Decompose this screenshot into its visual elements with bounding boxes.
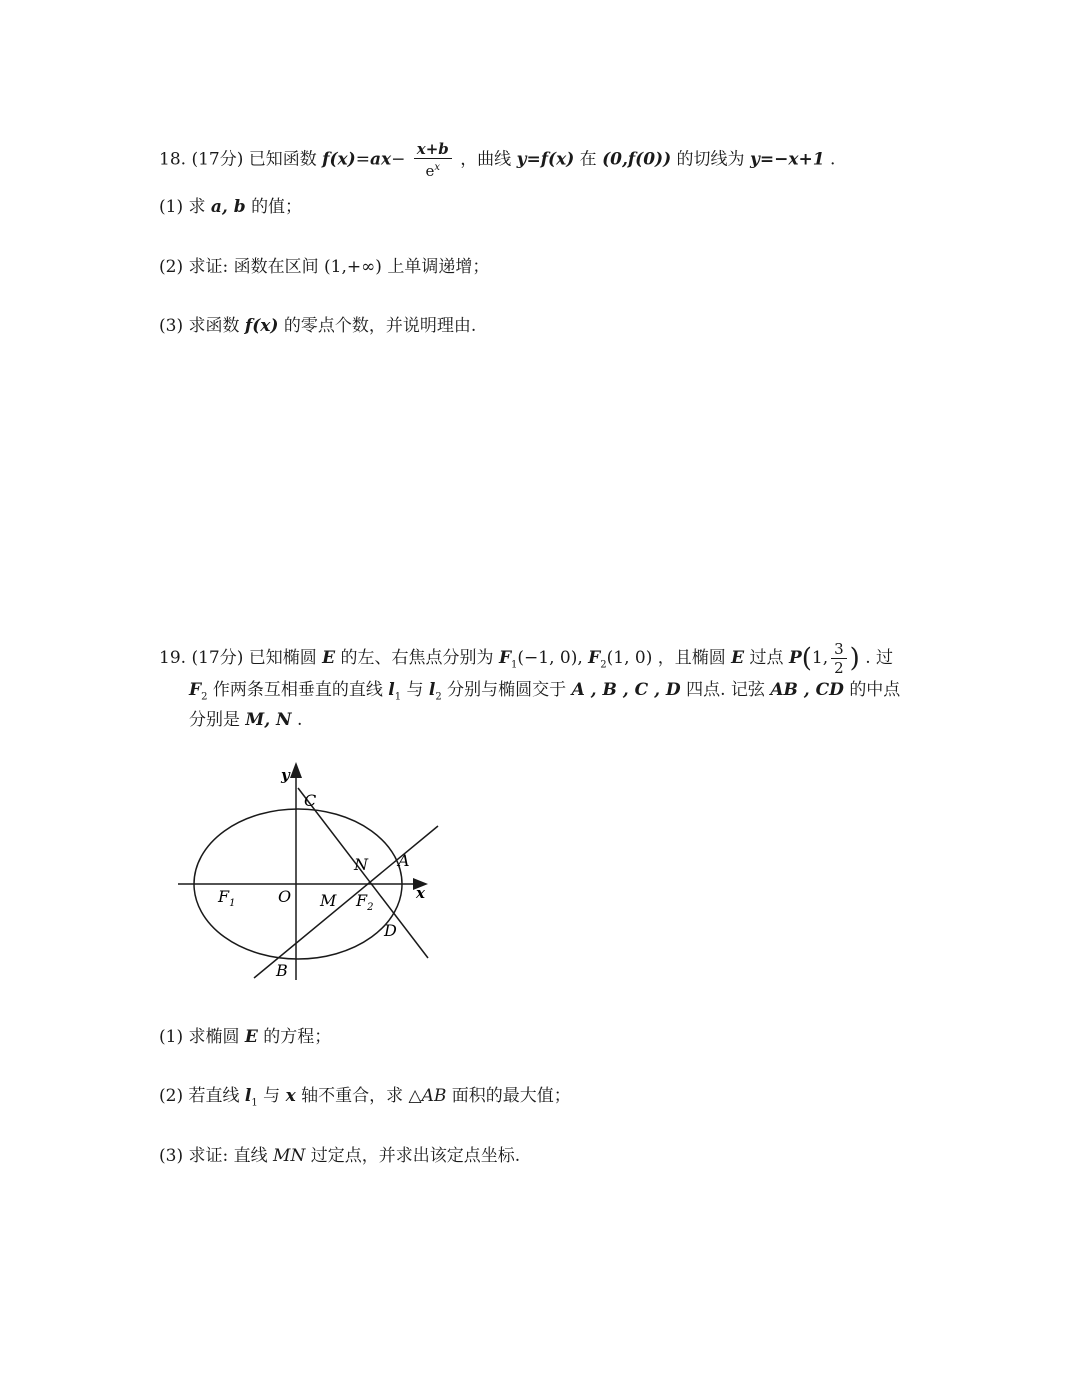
q19-line3-end: . bbox=[297, 710, 303, 730]
q18-minus: − bbox=[391, 149, 406, 170]
q18-frac-num: x+b bbox=[414, 140, 452, 159]
q19-text-1: 已知椭圆 bbox=[248, 648, 317, 668]
q19-text-5: . 过 bbox=[865, 648, 894, 668]
q18-part2 bbox=[159, 255, 489, 279]
q19-score: (17分) bbox=[191, 648, 244, 668]
q19-figure bbox=[170, 758, 470, 998]
q19-number: 19. bbox=[159, 648, 187, 668]
q19-E: E bbox=[322, 648, 336, 668]
label-F2 bbox=[355, 891, 373, 913]
q18-point: (0,f(0)) bbox=[602, 149, 672, 170]
q19-F1-sub: 1 bbox=[511, 659, 518, 671]
q19-line2-text-3: 四点. 记弦 bbox=[686, 680, 765, 700]
q19-p2-text-a: 若直线 bbox=[188, 1086, 240, 1106]
q19-line2-text-2: 分别与椭圆交于 bbox=[447, 680, 567, 700]
q19-l1: l bbox=[388, 680, 395, 700]
q18-frac-den-exp: x bbox=[434, 162, 441, 173]
y-axis-arrow bbox=[290, 762, 302, 778]
q19-E2: E bbox=[731, 648, 745, 668]
q19-p2-text-d: 面积的最大值； bbox=[451, 1086, 571, 1106]
q18-p1-text-b: 的值； bbox=[251, 197, 303, 217]
q19-lparen: ( bbox=[801, 643, 812, 674]
q19-P-frac bbox=[831, 640, 847, 677]
q19-p2-text-c: 轴不重合，求 bbox=[301, 1086, 404, 1106]
q19-P-den: 2 bbox=[834, 659, 844, 677]
q18-tangent: y=−x+1 bbox=[749, 149, 825, 170]
q18-p1-label: (1) bbox=[159, 197, 184, 217]
q19-mn: M, N bbox=[245, 710, 292, 730]
label-F2-main: F bbox=[356, 891, 368, 910]
q19-stem-line3 bbox=[189, 708, 302, 732]
q19-line2-text-1: 作两条互相垂直的直线 bbox=[212, 680, 383, 700]
q18-number: 18. bbox=[159, 149, 187, 170]
q18-end: . bbox=[829, 149, 836, 170]
q19-comma: , bbox=[577, 648, 583, 668]
q19-line2-F: F bbox=[189, 680, 202, 700]
q19-p2-l: l bbox=[244, 1086, 252, 1106]
q19-F2: F bbox=[588, 648, 601, 668]
q19-p2-tri: △AB bbox=[408, 1086, 447, 1106]
q19-text-2: 的左、右焦点分别为 bbox=[340, 648, 494, 668]
q19-stem-line1 bbox=[159, 640, 893, 677]
q19-line2-text-4: 的中点 bbox=[849, 680, 901, 700]
q19-p3-text-b: 过定点，并求出该定点坐标. bbox=[310, 1146, 521, 1166]
q18-text-1: 已知函数 bbox=[248, 149, 317, 170]
label-F1-sub: 1 bbox=[229, 898, 236, 909]
label-B: B bbox=[276, 961, 288, 980]
q19-P-num: 3 bbox=[831, 640, 847, 659]
q19-p3-label: (3) bbox=[159, 1146, 184, 1166]
q18-curve: y=f(x) bbox=[516, 149, 575, 170]
q18-score: (17分) bbox=[191, 149, 244, 170]
q19-points: A , B , C , D bbox=[571, 680, 681, 700]
q19-text-3: ，且椭圆 bbox=[657, 648, 726, 668]
q18-frac-den bbox=[414, 159, 452, 180]
q19-part2 bbox=[159, 1084, 571, 1115]
q18-text-2: ，曲线 bbox=[460, 149, 512, 170]
q19-p2-label: (2) bbox=[159, 1086, 184, 1106]
q19-p3-text-a: 求证: 直线 bbox=[188, 1146, 268, 1166]
q18-ax: ax bbox=[369, 149, 392, 170]
q18-fraction bbox=[414, 140, 452, 180]
label-C: C bbox=[304, 791, 317, 810]
label-F2-sub: 2 bbox=[367, 902, 374, 913]
label-x: x bbox=[416, 884, 425, 902]
q19-p1-E: E bbox=[244, 1027, 258, 1047]
q18-text-3: 在 bbox=[579, 149, 597, 170]
q19-p1-label: (1) bbox=[159, 1027, 184, 1047]
label-F1-main: F bbox=[218, 887, 230, 906]
q18-stem bbox=[159, 140, 835, 180]
q19-rparen: ) bbox=[849, 643, 860, 674]
q19-l2: l bbox=[428, 680, 436, 700]
q19-line2-F-sub: 2 bbox=[201, 691, 208, 703]
q18-frac-den-base: e bbox=[425, 162, 435, 180]
q19-line3-text-1: 分别是 bbox=[189, 710, 240, 730]
q19-l1-sub: 1 bbox=[394, 691, 402, 703]
q19-p1-text-a: 求椭圆 bbox=[188, 1027, 240, 1047]
q19-P: P bbox=[788, 648, 802, 668]
q18-p3-text-b: 的零点个数，并说明理由. bbox=[283, 316, 477, 336]
q19-p2-l-sub: 1 bbox=[251, 1097, 258, 1109]
q19-p1-text-b: 的方程； bbox=[263, 1027, 332, 1047]
q19-part3 bbox=[159, 1144, 520, 1168]
label-M: M bbox=[320, 891, 337, 910]
label-N: N bbox=[354, 855, 368, 874]
q19-text-4: 过点 bbox=[749, 648, 784, 668]
label-y: y bbox=[281, 766, 290, 784]
q19-F1: F bbox=[498, 648, 512, 668]
q19-P-x: 1, bbox=[811, 648, 829, 668]
q18-fx: f(x) bbox=[322, 149, 356, 170]
q19-p2-x: x bbox=[285, 1086, 296, 1106]
q19-chords: AB , CD bbox=[770, 680, 844, 700]
q18-part3 bbox=[159, 314, 476, 338]
q19-and: 与 bbox=[406, 680, 424, 700]
q18-part1 bbox=[159, 195, 302, 219]
q18-p2-label: (2) bbox=[159, 257, 184, 277]
q18-p3-text-a: 求函数 bbox=[188, 316, 240, 336]
q18-p2-text-b: 上单调递增； bbox=[387, 257, 490, 277]
q18-p2-interval: (1,+∞) bbox=[324, 257, 382, 277]
label-F1 bbox=[217, 887, 235, 909]
q19-p3-MN: MN bbox=[273, 1146, 306, 1166]
q19-p2-text-b: 与 bbox=[263, 1086, 281, 1106]
q19-F2-sub: 2 bbox=[600, 659, 607, 671]
q19-l2-sub: 2 bbox=[435, 691, 442, 703]
q18-text-4: 的切线为 bbox=[676, 149, 745, 170]
q19-stem-line2 bbox=[189, 678, 900, 709]
q18-eq: = bbox=[355, 149, 370, 170]
label-A: A bbox=[398, 851, 410, 870]
q18-p2-text-a: 求证: 函数在区间 bbox=[188, 257, 319, 277]
q18-p3-fx: f(x) bbox=[244, 316, 279, 336]
q18-p1-text-a: 求 bbox=[188, 197, 206, 217]
label-O: O bbox=[278, 887, 292, 906]
q18-p1-vars: a, b bbox=[210, 197, 246, 217]
q18-p3-label: (3) bbox=[159, 316, 184, 336]
q19-F2-coords: (1, 0) bbox=[606, 648, 653, 668]
label-D: D bbox=[384, 921, 397, 940]
q19-F1-coords: (−1, 0) bbox=[517, 648, 578, 668]
q19-part1 bbox=[159, 1025, 331, 1049]
